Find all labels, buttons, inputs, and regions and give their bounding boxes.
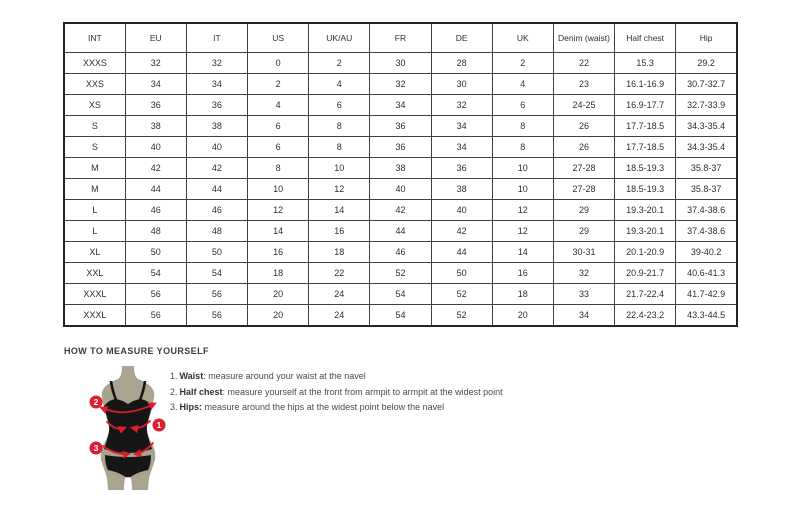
badge-waist — [153, 419, 166, 432]
size-cell: 30-31 — [553, 242, 614, 263]
size-cell: 38 — [186, 116, 247, 137]
size-cell: 17.7-18.5 — [615, 137, 676, 158]
size-cell: 40 — [370, 179, 431, 200]
size-cell: 32 — [553, 263, 614, 284]
size-cell: 34.3-35.4 — [676, 137, 737, 158]
size-cell: 18 — [309, 242, 370, 263]
size-row — [64, 305, 737, 327]
size-cell: 34.3-35.4 — [676, 116, 737, 137]
size-cell: 36 — [125, 95, 186, 116]
size-row — [64, 137, 737, 158]
size-table-body — [64, 53, 737, 327]
size-cell: 16 — [309, 221, 370, 242]
size-cell: 6 — [492, 95, 553, 116]
size-cell: S — [64, 137, 125, 158]
column-header: US — [248, 23, 309, 53]
size-cell: 40 — [186, 137, 247, 158]
size-cell: 54 — [370, 305, 431, 327]
size-cell: 43.3-44.5 — [676, 305, 737, 327]
column-header: UK — [492, 23, 553, 53]
instruction-text: : measure around your waist at the navel — [203, 371, 366, 381]
size-row — [64, 284, 737, 305]
column-header: Hip — [676, 23, 737, 53]
size-cell: 40 — [431, 200, 492, 221]
badge-chest — [90, 396, 103, 409]
instruction-waist — [170, 371, 503, 382]
size-cell: 26 — [553, 116, 614, 137]
mannequin-illustration — [80, 366, 170, 490]
column-header: UK/AU — [309, 23, 370, 53]
size-cell: 6 — [248, 137, 309, 158]
size-cell: 50 — [431, 263, 492, 284]
size-cell: M — [64, 179, 125, 200]
size-row — [64, 200, 737, 221]
size-cell: 34 — [370, 95, 431, 116]
size-cell: XXXL — [64, 305, 125, 327]
size-cell: L — [64, 221, 125, 242]
size-cell: 34 — [125, 74, 186, 95]
instruction-text: : measure yourself at the front from armpit to armpit at the widest point — [222, 386, 503, 397]
size-cell: 16.1-16.9 — [615, 74, 676, 95]
instruction-number: 1. — [170, 371, 178, 381]
size-cell: 34 — [186, 74, 247, 95]
size-cell: 34 — [431, 116, 492, 137]
size-cell: 32.7-33.9 — [676, 95, 737, 116]
size-cell: 14 — [248, 221, 309, 242]
size-cell: 56 — [125, 305, 186, 327]
size-cell: L — [64, 200, 125, 221]
size-cell: 29 — [553, 221, 614, 242]
size-cell: 32 — [125, 53, 186, 74]
badge-hips — [90, 442, 103, 455]
size-cell: 4 — [309, 74, 370, 95]
size-cell: 0 — [248, 53, 309, 74]
size-table-head — [64, 23, 737, 53]
size-cell: 37.4-38.6 — [676, 221, 737, 242]
size-cell: 14 — [492, 242, 553, 263]
size-cell: M — [64, 158, 125, 179]
size-cell: 12 — [492, 221, 553, 242]
column-header: IT — [186, 23, 247, 53]
size-cell: 10 — [309, 158, 370, 179]
size-cell: 56 — [186, 305, 247, 327]
measure-section-title: HOW TO MEASURE YOURSELF — [64, 346, 209, 356]
size-cell: 52 — [431, 284, 492, 305]
size-cell: 4 — [492, 74, 553, 95]
size-cell: 20.1-20.9 — [615, 242, 676, 263]
size-cell: 35.8-37 — [676, 179, 737, 200]
size-cell: 24 — [309, 305, 370, 327]
instruction-number: 2. — [170, 386, 178, 397]
size-cell: XXXS — [64, 53, 125, 74]
size-cell: 8 — [492, 137, 553, 158]
column-header: Half chest — [615, 23, 676, 53]
size-cell: 34 — [553, 305, 614, 327]
size-cell: 18 — [248, 263, 309, 284]
size-cell: 54 — [186, 263, 247, 284]
size-cell: 38 — [370, 158, 431, 179]
size-cell: 42 — [370, 200, 431, 221]
size-cell: 36 — [370, 116, 431, 137]
column-header: EU — [125, 23, 186, 53]
measure-figure — [80, 366, 170, 490]
size-cell: 32 — [370, 74, 431, 95]
size-cell: 10 — [492, 158, 553, 179]
size-cell: 22 — [309, 263, 370, 284]
size-row — [64, 53, 737, 74]
size-cell: 48 — [186, 221, 247, 242]
size-cell: XXS — [64, 74, 125, 95]
size-cell: 2 — [492, 53, 553, 74]
size-cell: 21.7-22.4 — [615, 284, 676, 305]
size-cell: 26 — [553, 137, 614, 158]
size-cell: XL — [64, 242, 125, 263]
size-cell: 4 — [248, 95, 309, 116]
size-cell: 44 — [125, 179, 186, 200]
column-header: Denim (waist) — [553, 23, 614, 53]
size-cell: 32 — [186, 53, 247, 74]
size-cell: 42 — [186, 158, 247, 179]
badge-hips-number: 3 — [93, 443, 99, 453]
size-cell: 20 — [248, 284, 309, 305]
size-cell: 19.3-20.1 — [615, 221, 676, 242]
size-cell: 50 — [125, 242, 186, 263]
size-cell: 33 — [553, 284, 614, 305]
size-cell: 12 — [248, 200, 309, 221]
size-cell: 44 — [431, 242, 492, 263]
size-cell: 42 — [431, 221, 492, 242]
size-cell: 19.3-20.1 — [615, 200, 676, 221]
instruction-number: 3. — [170, 402, 178, 412]
size-cell: 48 — [125, 221, 186, 242]
size-cell: 44 — [186, 179, 247, 200]
column-header: INT — [64, 23, 125, 53]
size-cell: 20 — [248, 305, 309, 327]
size-cell: XXXL — [64, 284, 125, 305]
size-cell: 54 — [370, 284, 431, 305]
size-cell: 34 — [431, 137, 492, 158]
size-cell: 38 — [431, 179, 492, 200]
size-cell: 12 — [492, 200, 553, 221]
instruction-label: Hips: — [179, 402, 203, 412]
size-row — [64, 116, 737, 137]
size-cell: S — [64, 116, 125, 137]
size-cell: 35.8-37 — [676, 158, 737, 179]
size-cell: XXL — [64, 263, 125, 284]
size-chart-table — [63, 22, 738, 327]
size-cell: 40.6-41.3 — [676, 263, 737, 284]
size-cell: 41.7-42.9 — [676, 284, 737, 305]
size-cell: 46 — [370, 242, 431, 263]
size-row — [64, 221, 737, 242]
instruction-hips — [170, 402, 503, 413]
size-cell: 39-40.2 — [676, 242, 737, 263]
size-cell: 28 — [431, 53, 492, 74]
instruction-label: Half chest — [179, 386, 223, 397]
size-cell: 46 — [186, 200, 247, 221]
size-cell: 8 — [248, 158, 309, 179]
size-row — [64, 179, 737, 200]
size-cell: 24 — [309, 284, 370, 305]
size-row — [64, 158, 737, 179]
size-cell: 36 — [186, 95, 247, 116]
size-row — [64, 74, 737, 95]
instruction-half-chest — [170, 387, 503, 398]
size-cell: 10 — [248, 179, 309, 200]
size-cell: 56 — [186, 284, 247, 305]
size-cell: 14 — [309, 200, 370, 221]
size-cell: 18.5-19.3 — [615, 158, 676, 179]
size-cell: 50 — [186, 242, 247, 263]
size-cell: 30 — [431, 74, 492, 95]
size-cell: XS — [64, 95, 125, 116]
column-header: FR — [370, 23, 431, 53]
size-table-header-row — [64, 23, 737, 53]
size-cell: 54 — [125, 263, 186, 284]
size-cell: 52 — [431, 305, 492, 327]
measure-instructions — [170, 371, 503, 413]
size-cell: 36 — [370, 137, 431, 158]
size-cell: 8 — [492, 116, 553, 137]
size-cell: 44 — [370, 221, 431, 242]
size-cell: 2 — [248, 74, 309, 95]
size-cell: 23 — [553, 74, 614, 95]
size-cell: 22 — [553, 53, 614, 74]
size-row — [64, 242, 737, 263]
size-cell: 29 — [553, 200, 614, 221]
size-cell: 18 — [492, 284, 553, 305]
size-cell: 40 — [125, 137, 186, 158]
size-cell: 52 — [370, 263, 431, 284]
size-cell: 27-28 — [553, 158, 614, 179]
instruction-label: Waist — [179, 371, 204, 381]
size-cell: 46 — [125, 200, 186, 221]
size-cell: 8 — [309, 137, 370, 158]
size-row — [64, 95, 737, 116]
size-cell: 37.4-38.6 — [676, 200, 737, 221]
size-cell: 2 — [309, 53, 370, 74]
size-cell: 29.2 — [676, 53, 737, 74]
size-cell: 16 — [492, 263, 553, 284]
size-cell: 22.4-23.2 — [615, 305, 676, 327]
size-cell: 10 — [492, 179, 553, 200]
size-cell: 30.7-32.7 — [676, 74, 737, 95]
size-cell: 12 — [309, 179, 370, 200]
size-cell: 20 — [492, 305, 553, 327]
size-cell: 24-25 — [553, 95, 614, 116]
size-cell: 15.3 — [615, 53, 676, 74]
instruction-text: measure around the hips at the widest point below the navel — [202, 402, 445, 412]
size-cell: 16.9-17.7 — [615, 95, 676, 116]
size-cell: 30 — [370, 53, 431, 74]
size-cell: 56 — [125, 284, 186, 305]
size-cell: 20.9-21.7 — [615, 263, 676, 284]
size-cell: 27-28 — [553, 179, 614, 200]
badge-chest-number: 2 — [93, 397, 99, 407]
size-cell: 8 — [309, 116, 370, 137]
size-cell: 6 — [248, 116, 309, 137]
size-cell: 16 — [248, 242, 309, 263]
size-cell: 38 — [125, 116, 186, 137]
size-cell: 6 — [309, 95, 370, 116]
size-row — [64, 263, 737, 284]
badge-waist-number: 1 — [156, 420, 162, 430]
column-header: DE — [431, 23, 492, 53]
size-cell: 32 — [431, 95, 492, 116]
size-cell: 42 — [125, 158, 186, 179]
size-cell: 36 — [431, 158, 492, 179]
size-cell: 17.7-18.5 — [615, 116, 676, 137]
size-cell: 18.5-19.3 — [615, 179, 676, 200]
